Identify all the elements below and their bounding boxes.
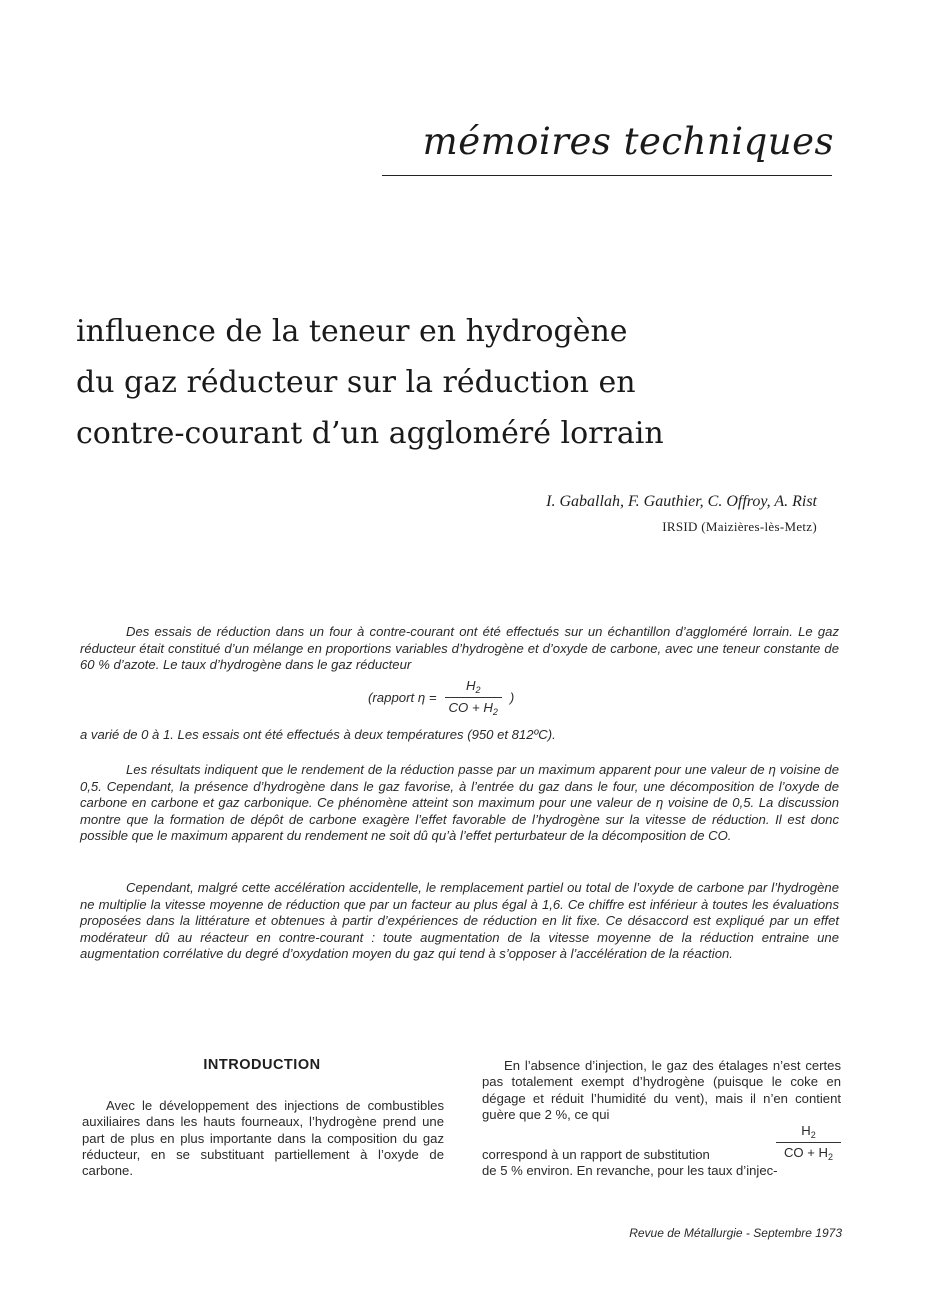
substitution-fraction bbox=[776, 1123, 841, 1162]
substitution-formula-row bbox=[482, 1123, 841, 1162]
abstract-paragraph-2: Les résultats indiquent que le rendement de la réduction passe par un maximum apparent pour une valeur de η voisine de 0,5. Cependant, la présence d’hydrogène dans le gaz favorise, à l’entrée du gaz dans le four, une décomposition de l’oxyde de carbone en carbone et gaz carbonique. Ce phénomène atteint son maximum pour une valeur de η voisine de 0,5. La discussion montre que la formation de dépôt de carbone exagère l’effet favorable de l’hydrogène sur la vitesse de réduction. Il est donc possible que le maximum apparent du rendement ne soit dû qu’à l’effet perturbateur de la décomposition de CO. bbox=[80, 762, 839, 844]
formula-suffix: ) bbox=[509, 690, 515, 705]
title-line-3: contre-courant d’un aggloméré lorrain bbox=[76, 416, 664, 451]
formula-fraction bbox=[445, 678, 502, 717]
authors: I. Gaballah, F. Gauthier, C. Offroy, A. Rist bbox=[546, 493, 817, 510]
abstract-paragraph-3: Cependant, malgré cette accélération accidentelle, le remplacement partiel ou total de l’oxyde de carbone par l’hydrogène ne multiplie la vitesse moyenne de réduction que par un facteur au plus égal à 1,6. Ce chiffre est inférieur à toutes les évaluations proposées dans la littérature et obtenues à partir d’expériences de réduction en lit fixe. Ce désaccord est expliqué par un effet modérateur dû au réacteur en contre-courant : toute augmentation de la vitesse moyenne de la réduction entraine une augmentation corrélative du degré d’oxydation moyen du gaz qui tend à s’opposer à l’accélération de la réaction. bbox=[80, 880, 839, 962]
introduction-left-paragraph: Avec le développement des injections de combustibles auxiliaires dans les hauts fourneaux, l’hydrogène prend une part de plus en plus importante dans la composition du gaz réducteur, en se substituant partiellement à l’oxyde de carbone. bbox=[82, 1098, 444, 1179]
article-title bbox=[76, 306, 796, 459]
formula-prefix: (rapport η = bbox=[368, 690, 437, 705]
title-line-2: du gaz réducteur sur la réduction en bbox=[76, 365, 636, 400]
abstract-paragraph-1: Des essais de réduction dans un four à contre-courant ont été effectués sur un échantillon d’aggloméré lorrain. Le gaz réducteur était constitué d’un mélange en proportions variables d’hydrogène et d’oxyde de carbone, avec une teneur constante de 60 % d’azote. Le taux d’hydrogène dans le gaz réducteur bbox=[80, 624, 839, 673]
title-line-1: influence de la teneur en hydrogène bbox=[76, 314, 628, 349]
substitution-denominator: CO + $H_2$ bbox=[776, 1142, 841, 1162]
section-label: mémoires techniques bbox=[422, 120, 834, 163]
introduction-right-paragraph-end: de 5 % environ. En revanche, pour les taux d’injec- bbox=[482, 1163, 778, 1178]
introduction-right-paragraph: En l’absence d’injection, le gaz des étalages n’est certes pas totalement exempt d’hydrogène (puisque le coke en dégage et réduit l’humidité du vent), mais il n’en contient guère que 2 %, ce qui bbox=[482, 1058, 841, 1122]
formula-denominator: CO + $H_2$ bbox=[445, 697, 502, 717]
abstract-formula bbox=[368, 678, 514, 717]
substitution-formula-text: correspond à un rapport de substitution bbox=[482, 1147, 710, 1162]
abstract-paragraph-1-end: a varié de 0 à 1. Les essais ont été effectués à deux températures (950 et 812ºC). bbox=[80, 727, 556, 742]
section-rule bbox=[382, 175, 832, 176]
introduction-heading: INTRODUCTION bbox=[203, 1057, 321, 1073]
substitution-numerator: $H_2$ bbox=[801, 1123, 816, 1140]
journal-footer: Revue de Métallurgie - Septembre 1973 bbox=[629, 1226, 842, 1240]
affiliation: IRSID (Maizières-lès-Metz) bbox=[662, 519, 817, 534]
formula-numerator: $H_2$ bbox=[465, 678, 481, 695]
